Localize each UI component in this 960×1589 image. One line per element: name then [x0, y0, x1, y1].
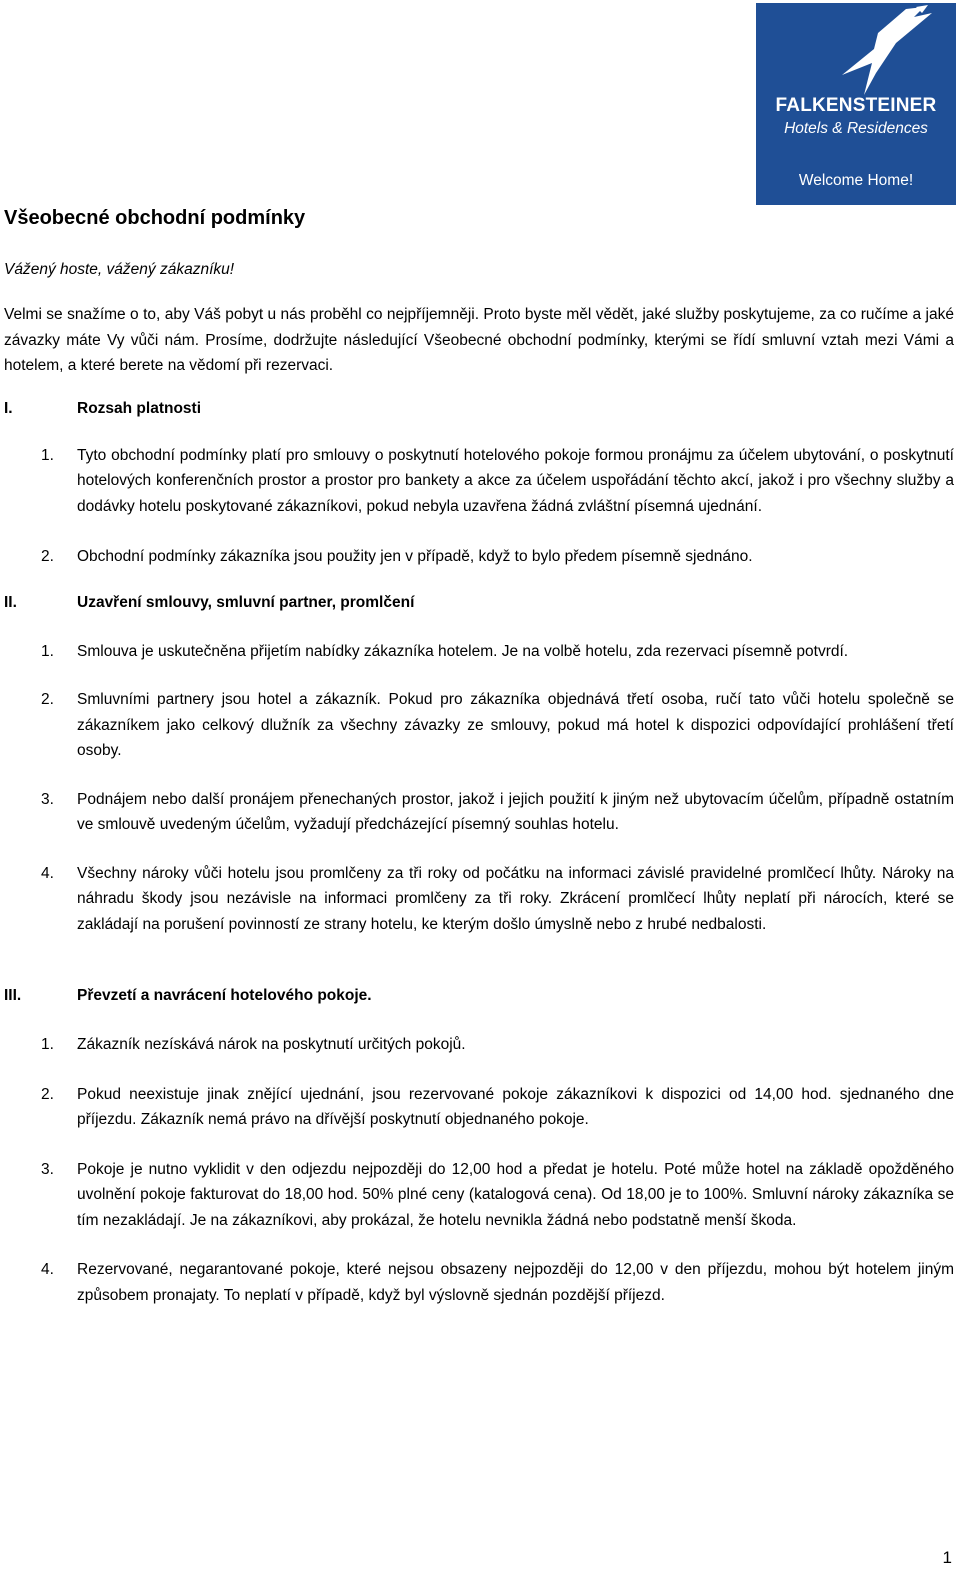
- item-text: Smlouva je uskutečněna přijetím nabídky zákazníka hotelem. Je na volbě hotelu, zda rezervaci písemně potvrdí.: [77, 642, 849, 660]
- item-text: Smluvními partnery jsou hotel a zákazník. Pokud pro zákazníka objednává třetí osoba, ručí tato vůči hotelu společně se zákazníkem jako celkový dlužník za všechny závazky ze smlouvy, pokud má hotel k dispozici odpovídající prohlášení třetí osoby.: [77, 691, 954, 759]
- intro-paragraph: Velmi se snažíme o to, aby Váš pobyt u nás proběhl co nejpříjemněji. Proto byste měl vědět, jaké služby poskytujeme, za co ručíme a jaké závazky máte Vy vůči nám. Prosíme, dodržujte následující Všeobecné obchodní podmínky, kterými se řídí smluvní vztah mezi Vámi a hotelem, a které berete na vědomí při rezervaci.: [4, 306, 954, 374]
- item-text: Pokoje je nutno vyklidit v den odjezdu nejpozději do 12,00 hod a předat je hotelu. Poté může hotel na základě opožděného uvolnění pokoje fakturovat do 18,00 hod. 50% plné ceny (katalogová cena). Od 18,00 je to 100%. Smluvní nároky zákazníka se tím nezakládají. Je na zákazníkovi, aby prokázal, že hotelu nevnikla žádná nebo podstatně menší škoda.: [77, 1160, 954, 1229]
- item-text: Zákazník nezískává nárok na poskytnutí určitých pokojů.: [77, 1036, 466, 1053]
- section-title: Převzetí a navrácení hotelového pokoje.: [77, 987, 372, 1004]
- list-item: [4, 544, 954, 570]
- list-item: [4, 639, 954, 665]
- logo-tagline: Welcome Home!: [798, 172, 914, 189]
- item-text: Podnájem nebo další pronájem přenechaných prostor, jakož i jejich použití k jiným než ubytovacím účelům, případně ostatním ve smlouvě uvedeným účelům, vyžadují předcházející písemný souhlas hotelu.: [77, 790, 954, 833]
- section-title: Rozsah platnosti: [77, 399, 202, 417]
- logo-brand: FALKENSTEINER: [775, 95, 937, 116]
- item-text: Rezervované, negarantované pokoje, které nejsou obsazeny nejpozději do 12,00 v den příjezdu, mohou být hotelem jiným způsobem pronajaty. To neplatí v případě, když byl výslovně sjednán pozdější příjezd.: [77, 1261, 954, 1304]
- list-item: [4, 787, 954, 838]
- item-number: 1.: [41, 446, 54, 464]
- document-title: Všeobecné obchodní podmínky: [4, 207, 306, 229]
- item-number: 4.: [41, 864, 54, 882]
- item-text: Všechny nároky vůči hotelu jsou promlčeny za tři roky od počátku na informaci závislé pravidelné promlčecí lhůty. Nároky na náhradu škody jsou nezávisle na informaci promlčeny za tři roky. Zkrácení promlčecí lhůty neplatí při nárocích, které se zakládají na porušení povinností ze strany hotelu, ke kterým došlo úmyslně nebo z hrubé nedbalosti.: [77, 864, 954, 933]
- section-heading: [4, 398, 954, 420]
- section-number: II.: [4, 593, 17, 611]
- section-heading: [4, 985, 954, 1007]
- section-number: III.: [4, 987, 22, 1004]
- item-text: Obchodní podmínky zákazníka jsou použity jen v případě, když to bylo předem písemně sjednáno.: [77, 548, 753, 565]
- section-number: I.: [4, 399, 13, 417]
- swallow-bird-icon: [756, 3, 956, 98]
- document-body: [4, 204, 954, 1308]
- item-number: 4.: [41, 1261, 54, 1278]
- item-number: 3.: [41, 1160, 54, 1178]
- list-item: [4, 861, 954, 938]
- list-item: [4, 1032, 954, 1058]
- item-text: Tyto obchodní podmínky platí pro smlouvy o poskytnutí hotelového pokoje formou pronájmu za účelem ubytování, o poskytnutí hotelových konferenčních prostor a prostor pro bankety a akce za účelem uspořádání těchto akcí, jakož i pro všechny služby a dodávky hotelu poskytované zákazníkovi, pokud nebyla uzavřena žádná zvláštní písemná ujednání.: [77, 446, 954, 515]
- section-title: Uzavření smlouvy, smluvní partner, promlčení: [77, 593, 415, 611]
- greeting: Vážený hoste, vážený zákazníku!: [4, 261, 235, 278]
- logo-subtitle: Hotels & Residences: [784, 120, 928, 137]
- list-item: [4, 443, 954, 520]
- page-number: 1: [942, 1548, 952, 1567]
- item-number: 1.: [41, 1036, 54, 1053]
- falkensteiner-logo: [756, 3, 956, 205]
- list-item: [4, 1082, 954, 1133]
- item-number: 2.: [41, 1085, 54, 1103]
- item-number: 1.: [41, 642, 54, 660]
- list-item: [4, 1157, 954, 1234]
- item-text: Pokud neexistuje jinak znějící ujednání, jsou rezervované pokoje zákazníkovi k dispozici od 14,00 hod. sjednaného dne příjezdu. Zákazník nemá právo na dřívější poskytnutí objednaného pokoje.: [77, 1085, 954, 1128]
- item-number: 2.: [41, 548, 54, 565]
- list-item: [4, 687, 954, 764]
- item-number: 2.: [41, 691, 54, 708]
- section-heading: [4, 592, 954, 614]
- item-number: 3.: [41, 790, 54, 808]
- list-item: [4, 1257, 954, 1308]
